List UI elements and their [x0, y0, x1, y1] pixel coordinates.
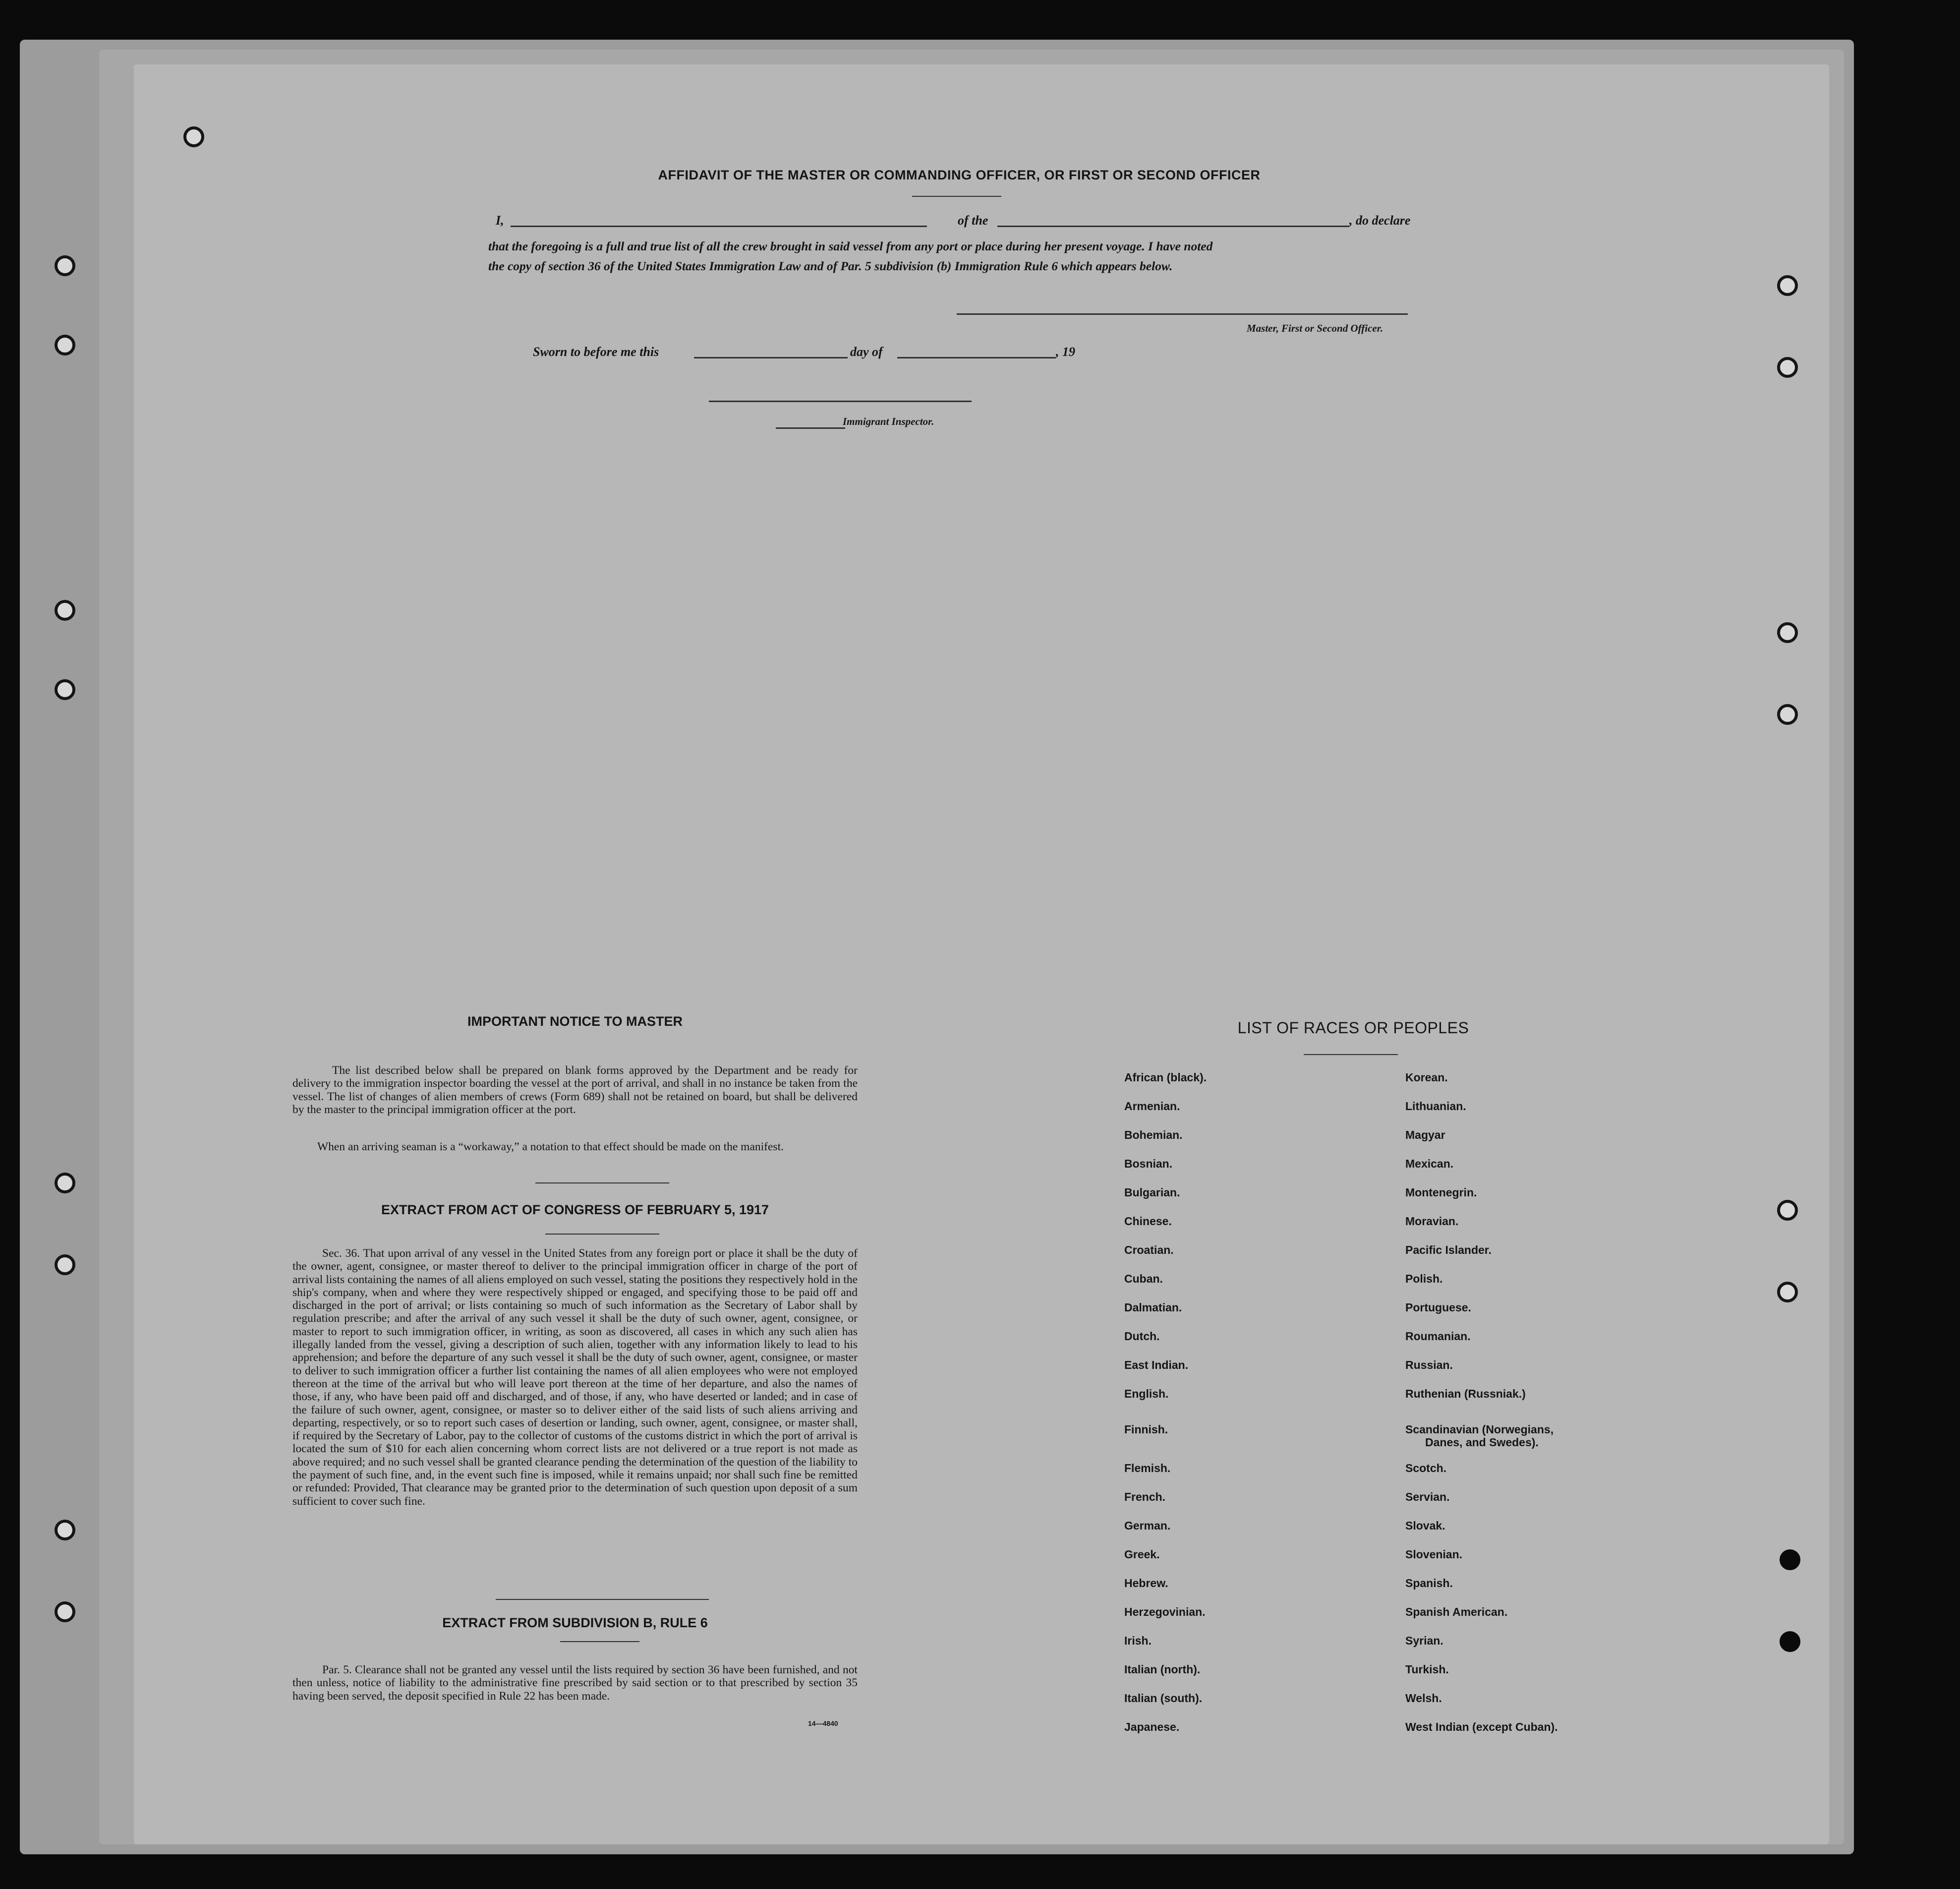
sworn-prefix: Sworn to before me this [533, 345, 659, 359]
punch-hole-icon [55, 1520, 75, 1540]
form-number: 14—4840 [808, 1719, 838, 1727]
sworn-year: , 19 [1056, 345, 1075, 359]
race-item: Montenegrin. [1405, 1186, 1477, 1199]
race-item: Pacific Islander. [1405, 1243, 1492, 1256]
punch-hole-icon [1777, 1282, 1798, 1302]
notice-title: IMPORTANT NOTICE TO MASTER [467, 1014, 683, 1029]
divider [545, 1234, 659, 1235]
race-item: Croatian. [1124, 1243, 1174, 1256]
rule-extract-text: Par. 5. Clearance shall not be granted any vessel until the lists required by section 36 have been furnished, and not then unless, notice of liability to the administrative fine prescribed by said section or to that prescribed by section 35 having been served, the deposit specified in Rule 22 has been made. [292, 1663, 858, 1703]
sworn-day-of: day of [850, 345, 883, 359]
race-item: Turkish. [1405, 1663, 1449, 1676]
sworn-month-blank-line[interactable] [897, 357, 1056, 358]
notice-paragraph-1 [292, 1064, 858, 1116]
punch-hole-icon [1777, 622, 1798, 643]
race-item: Hebrew. [1124, 1577, 1168, 1590]
signature-line[interactable] [957, 313, 1408, 315]
punch-hole-icon [55, 1254, 75, 1275]
race-item: Welsh. [1405, 1692, 1442, 1705]
race-item: Magyar [1405, 1128, 1445, 1141]
race-item: Spanish American. [1405, 1605, 1508, 1618]
rule-extract-text-block [292, 1663, 858, 1703]
race-item: Japanese. [1124, 1720, 1180, 1733]
act-extract-title: EXTRACT FROM ACT OF CONGRESS OF FEBRUARY 5, 1917 [381, 1202, 769, 1217]
inspector-short-line [776, 427, 845, 429]
race-item: Herzegovinian. [1124, 1605, 1206, 1618]
punch-hole-icon [1780, 1631, 1800, 1652]
race-item: Bohemian. [1124, 1128, 1183, 1141]
race-item: Ruthenian (Russniak.) [1405, 1387, 1526, 1400]
affidavit-body-line-2: the copy of section 36 of the United States Immigration Law and of Par. 5 subdivision (b) Immigration Rule 6 which appears below. [488, 259, 1173, 273]
sworn-day-blank-line[interactable] [694, 357, 848, 358]
race-item: Spanish. [1405, 1577, 1453, 1590]
name-blank-line[interactable] [511, 226, 927, 227]
race-item: German. [1124, 1519, 1171, 1532]
affidavit-i-label: I, [496, 213, 504, 228]
rule-extract-title: EXTRACT FROM SUBDIVISION B, RULE 6 [442, 1615, 708, 1630]
race-item: Korean. [1405, 1071, 1448, 1084]
affidavit-title: AFFIDAVIT OF THE MASTER OR COMMANDING OFFICER, OR FIRST OR SECOND OFFICER [658, 168, 1261, 182]
punch-hole-icon [183, 126, 204, 147]
inspector-signature-line[interactable] [709, 401, 972, 402]
punch-hole-icon [55, 600, 75, 621]
race-item: Irish. [1124, 1634, 1152, 1647]
inspector-caption: Immigrant Inspector. [843, 415, 934, 427]
race-item: Bosnian. [1124, 1157, 1173, 1170]
race-item: Moravian. [1405, 1215, 1459, 1228]
race-item: Polish. [1405, 1272, 1443, 1285]
race-item: Scotch. [1405, 1462, 1447, 1475]
punch-hole-icon [1777, 1200, 1798, 1221]
race-item: Dalmatian. [1124, 1301, 1182, 1314]
divider [912, 196, 1001, 197]
race-item: African (black). [1124, 1071, 1207, 1084]
race-item: Armenian. [1124, 1100, 1180, 1113]
race-item: Italian (north). [1124, 1663, 1201, 1676]
punch-hole-icon [1780, 1549, 1800, 1570]
punch-hole-icon [55, 255, 75, 276]
race-item: Portuguese. [1405, 1301, 1471, 1314]
races-title: LIST OF RACES OR PEOPLES [1237, 1019, 1469, 1037]
race-item: Syrian. [1405, 1634, 1443, 1647]
race-item: Flemish. [1124, 1462, 1171, 1475]
race-item: Cuban. [1124, 1272, 1163, 1285]
punch-hole-icon [1777, 275, 1798, 296]
race-item: Slovak. [1405, 1519, 1445, 1532]
race-item: Bulgarian. [1124, 1186, 1180, 1199]
race-item: French. [1124, 1490, 1166, 1503]
race-item-continuation: Danes, and Swedes). [1425, 1436, 1539, 1449]
race-item: West Indian (except Cuban). [1405, 1720, 1558, 1733]
act-extract-text: Sec. 36. That upon arrival of any vessel in the United States from any foreign port or place it shall be the duty of the owner, agent, consignee, or master thereof to deliver to the principal immigration officer in charge of the port of arrival lists containing the names of all aliens employed on such vessel, stating the positions they respectively hold in the ship's company, when and where they were respectively shipped or engaged, and specifying those to be paid off and discharged in the port of arrival; or lists containing so much of such information as the Secretary of Labor shall by regulation prescribe; and after the arrival of any such vessel it shall be the duty of such owner, agent, consignee, or master to report to such immigration officer, in writing, as soon as discovered, all cases in which any such alien has illegally landed from the vessel, giving a description of such alien, together with any information likely to lead to his apprehension; and before the departure of any such vessel it shall be the duty of such owner, agent, consignee, or master to deliver to such immigration officer a further list containing the names of all alien employees who were not employed thereon at the time of the arrival but who will leave port thereon at the time of her departure, and also the names of those, if any, who have been paid off and discharged, and of those, if any, who have deserted or landed; and in case of the failure of such owner, agent, consignee, or master so to deliver either of the said lists of such aliens arriving and departing, respectively, or so to report such cases of desertion or landing, such owner, agent, consignee, or master shall, if required by the Secretary of Labor, pay to the collector of customs of the customs district in which the port of arrival is located the sum of $10 for each alien concerning whom correct lists are not delivered or a true report is not made as above required; and no such vessel shall be granted clearance pending the determination of the question of the liability to the payment of such fine, and, in the event such fine is imposed, while it remains unpaid; nor shall such fine be remitted or refunded: Provided, That clearance may be granted prior to the determination of such question upon deposit of a sum sufficient to cover such fine. [292, 1247, 858, 1508]
notice-paragraph-2-text: When an arriving seaman is a “workaway,” a notation to that effect should be made on the manifest. [317, 1140, 784, 1153]
race-item: English. [1124, 1387, 1169, 1400]
race-item: Finnish. [1124, 1423, 1168, 1436]
race-item: Dutch. [1124, 1330, 1160, 1343]
race-item: Slovenian. [1405, 1548, 1463, 1561]
race-item: Lithuanian. [1405, 1100, 1466, 1113]
race-item: Scandinavian (Norwegians, [1405, 1423, 1554, 1436]
punch-hole-icon [1777, 357, 1798, 378]
punch-hole-icon [55, 1173, 75, 1193]
race-item: Greek. [1124, 1548, 1160, 1561]
divider [535, 1182, 669, 1183]
punch-hole-icon [55, 1601, 75, 1622]
race-item: Italian (south). [1124, 1692, 1203, 1705]
punch-hole-icon [55, 679, 75, 700]
divider [1304, 1054, 1398, 1055]
race-item: Chinese. [1124, 1215, 1172, 1228]
vessel-blank-line[interactable] [997, 226, 1349, 227]
race-item: Russian. [1405, 1358, 1453, 1371]
punch-hole-icon [1777, 704, 1798, 725]
affidavit-of-the-label: of the [958, 213, 988, 228]
notice-paragraph-2 [292, 1140, 858, 1153]
race-item: East Indian. [1124, 1358, 1189, 1371]
race-item: Servian. [1405, 1490, 1450, 1503]
act-extract-text-block [292, 1247, 858, 1508]
punch-hole-icon [55, 335, 75, 355]
notice-paragraph-1-text: The list described below shall be prepared on blank forms approved by the Department and be ready for delivery to the immigration inspector boarding the vessel at the port of arrival, and shall in no instance be taken from the vessel. The list of changes of alien members of crews (Form 689) shall not be retained on board, but shall be delivered by the master to the principal immigration officer at the port. [292, 1064, 858, 1116]
affidavit-do-declare: , do declare [1349, 213, 1411, 228]
signature-caption: Master, First or Second Officer. [1247, 322, 1383, 334]
affidavit-body-line-1: that the foregoing is a full and true list of all the crew brought in said vessel from any port or place during her present voyage. I have noted [488, 239, 1213, 253]
divider [496, 1599, 709, 1600]
race-item: Mexican. [1405, 1157, 1454, 1170]
race-item: Roumanian. [1405, 1330, 1471, 1343]
document-page [134, 64, 1829, 1844]
divider [560, 1641, 639, 1642]
